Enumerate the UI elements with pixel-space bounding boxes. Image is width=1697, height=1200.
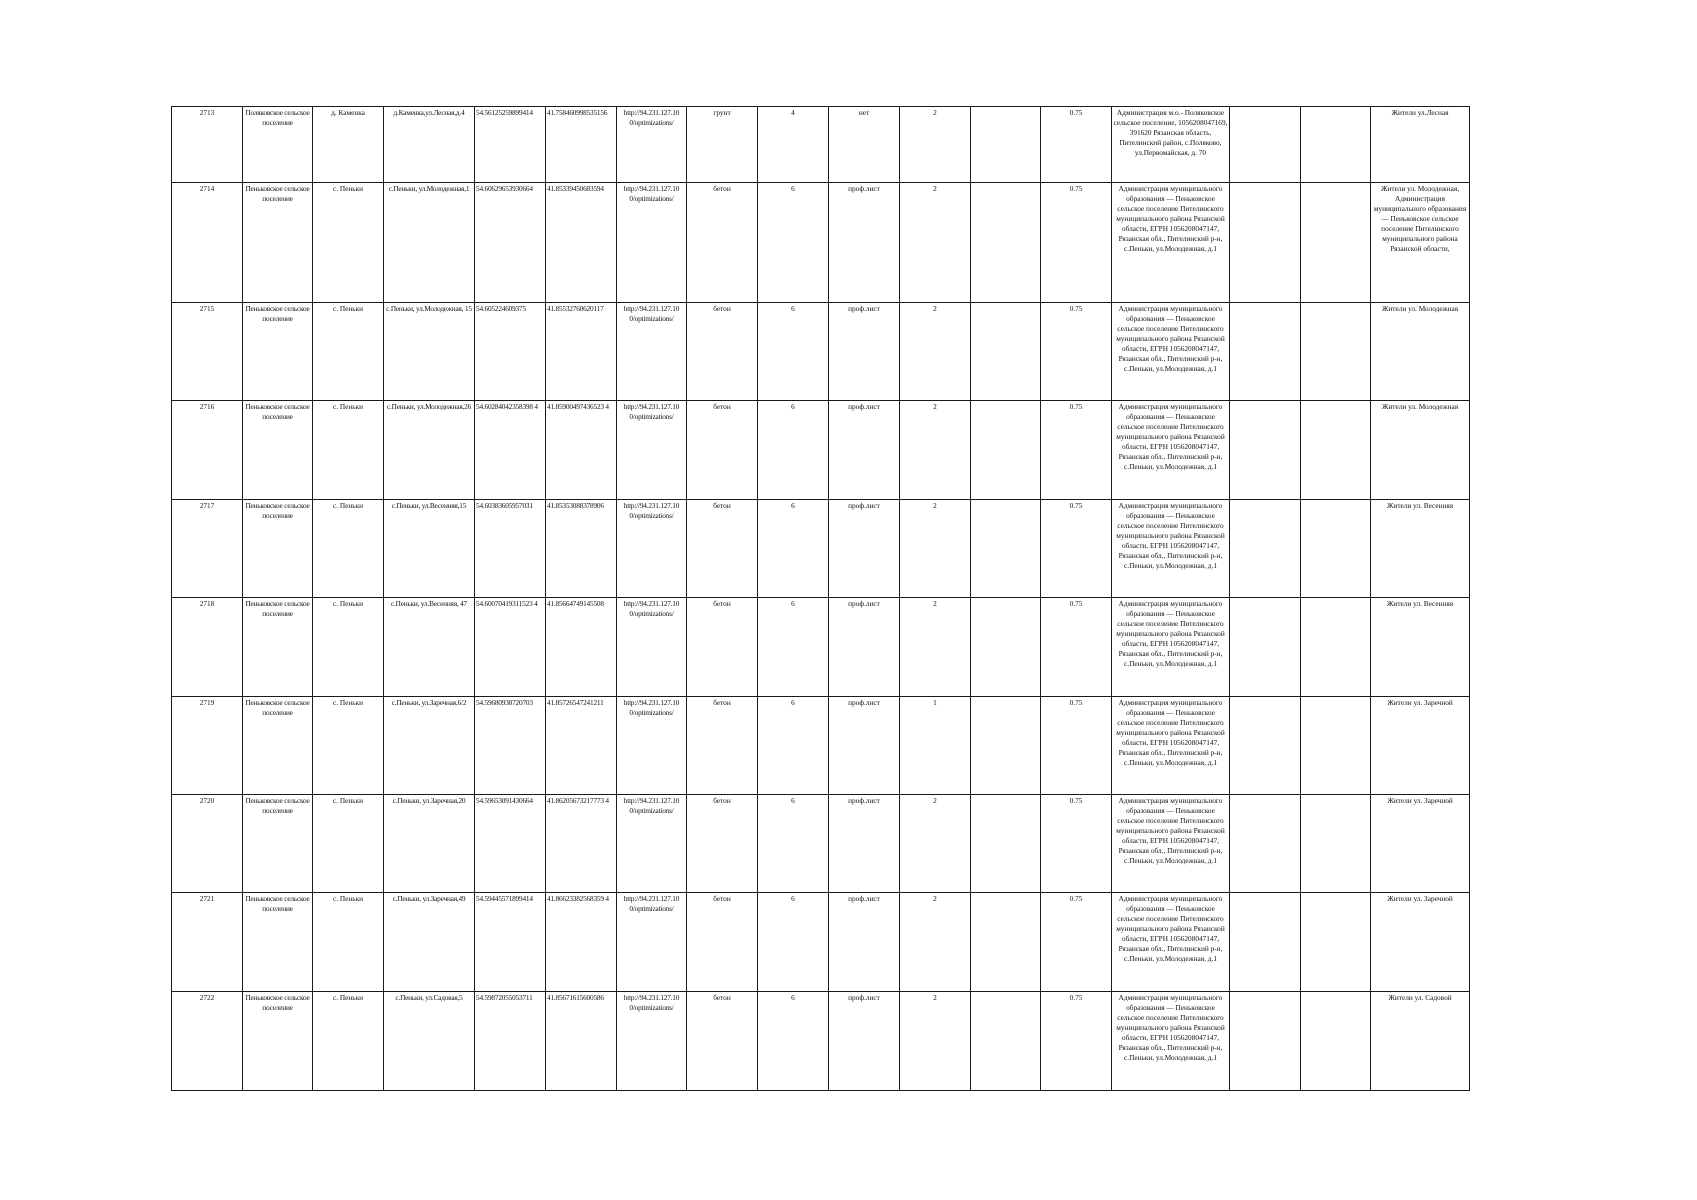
- table-row: [172, 992, 1470, 1091]
- container-count-cell: 2: [900, 795, 971, 893]
- surface-cell: бетон: [687, 992, 758, 1091]
- settlement-cell: Пеньковское сельское поселение: [243, 893, 313, 992]
- area-cell: 6: [758, 401, 829, 500]
- latitude-cell: 54.60284042358398 4: [475, 401, 546, 500]
- fence-cell: нет: [829, 107, 900, 183]
- latitude-cell: 54.60629653930664: [475, 183, 546, 303]
- fence-cell: проф.лист: [829, 893, 900, 992]
- surface-cell: бетон: [687, 401, 758, 500]
- fence-cell: проф.лист: [829, 500, 900, 598]
- empty-cell: [1301, 500, 1371, 598]
- volume-cell: 0.75: [1041, 893, 1112, 992]
- container-count-cell: 2: [900, 500, 971, 598]
- users-cell: Жители ул. Молодежная, Администрация муниципального образования — Пеньковское сельское поселение Пителинского муниципального района Рязанской области,: [1371, 183, 1470, 303]
- empty-cell: [1301, 401, 1371, 500]
- url-cell: http://94.231.127.10 0/optimizations/: [617, 183, 687, 303]
- volume-cell: 0.75: [1041, 500, 1112, 598]
- owner-cell: Администрация м.о.- Поляковское сельское поселение, 1056208047169, 391620 Рязанская область, Пителинский район, с.Поляково, ул.Первомайская, д. 70: [1112, 107, 1230, 183]
- locality-cell: с. Пеньки: [313, 183, 384, 303]
- number-cell: 2716: [172, 401, 243, 500]
- volume-cell: 0.75: [1041, 401, 1112, 500]
- container-count-cell: 1: [900, 697, 971, 795]
- volume-cell: 0.75: [1041, 795, 1112, 893]
- longitude-cell: 41.85339450683594: [546, 183, 617, 303]
- surface-cell: бетон: [687, 893, 758, 992]
- surface-cell: бетон: [687, 500, 758, 598]
- empty-cell: [971, 401, 1041, 500]
- settlement-cell: Пеньковское сельское поселение: [243, 697, 313, 795]
- settlement-cell: Пеньковское сельское поселение: [243, 598, 313, 697]
- longitude-cell: 41.758460998535156: [546, 107, 617, 183]
- locality-cell: с. Пеньки: [313, 500, 384, 598]
- empty-cell: [1230, 598, 1301, 697]
- table-row: [172, 303, 1470, 401]
- owner-cell: Администрация муниципального образования — Пеньковское сельское поселение Пителинского муниципального района Рязанской области, ЕГРН 1056208047147, Рязанская обл., Пителинский р-н, с.Пеньки, ул.Молодежная, д.1: [1112, 795, 1230, 893]
- number-cell: 2717: [172, 500, 243, 598]
- empty-cell: [1301, 107, 1371, 183]
- container-count-cell: 2: [900, 303, 971, 401]
- address-cell: с.Пеньки, ул.Весенняя, 47: [384, 598, 475, 697]
- volume-cell: 0.75: [1041, 303, 1112, 401]
- table-row: [172, 500, 1470, 598]
- empty-cell: [1230, 401, 1301, 500]
- latitude-cell: 54.59680938720703: [475, 697, 546, 795]
- sites-table: [171, 106, 1470, 1091]
- fence-cell: проф.лист: [829, 303, 900, 401]
- empty-cell: [1230, 303, 1301, 401]
- number-cell: 2719: [172, 697, 243, 795]
- surface-cell: грунт: [687, 107, 758, 183]
- users-cell: Жители ул. Молодежная: [1371, 303, 1470, 401]
- latitude-cell: 54.60383605957031: [475, 500, 546, 598]
- users-cell: Жители ул. Заречной: [1371, 795, 1470, 893]
- owner-cell: Администрация муниципального образования — Пеньковское сельское поселение Пителинского муниципального района Рязанской области, ЕГРН 1056208047147, Рязанская обл., Пителинский р-н, с.Пеньки, ул.Молодежная, д.1: [1112, 401, 1230, 500]
- container-count-cell: 2: [900, 401, 971, 500]
- table-row: [172, 183, 1470, 303]
- empty-cell: [1230, 893, 1301, 992]
- empty-cell: [1230, 992, 1301, 1091]
- area-cell: 6: [758, 183, 829, 303]
- url-cell: http://94.231.127.10 0/optimizations/: [617, 598, 687, 697]
- longitude-cell: 41.85726547241211: [546, 697, 617, 795]
- surface-cell: бетон: [687, 795, 758, 893]
- address-cell: с.Пеньки, ул.Садовая,5: [384, 992, 475, 1091]
- surface-cell: бетон: [687, 303, 758, 401]
- empty-cell: [971, 893, 1041, 992]
- settlement-cell: Пеньковское сельское поселение: [243, 500, 313, 598]
- fence-cell: проф.лист: [829, 598, 900, 697]
- area-cell: 6: [758, 992, 829, 1091]
- surface-cell: бетон: [687, 697, 758, 795]
- users-cell: Жители ул. Заречной: [1371, 893, 1470, 992]
- longitude-cell: 41.85671615600586: [546, 992, 617, 1091]
- address-cell: с.Пеньки, ул.Заречная,20: [384, 795, 475, 893]
- url-cell: http://94.231.127.10 0/optimizations/: [617, 401, 687, 500]
- latitude-cell: 54.60070419311523 4: [475, 598, 546, 697]
- volume-cell: 0.75: [1041, 107, 1112, 183]
- locality-cell: с. Пеньки: [313, 303, 384, 401]
- empty-cell: [1301, 893, 1371, 992]
- table-row: [172, 697, 1470, 795]
- empty-cell: [1301, 697, 1371, 795]
- settlement-cell: Пеньковское сельское поселение: [243, 183, 313, 303]
- volume-cell: 0.75: [1041, 598, 1112, 697]
- empty-cell: [971, 795, 1041, 893]
- settlement-cell: Пеньковское сельское поселение: [243, 303, 313, 401]
- longitude-cell: 41.85532760620117: [546, 303, 617, 401]
- container-count-cell: 2: [900, 598, 971, 697]
- container-count-cell: 2: [900, 893, 971, 992]
- latitude-cell: 54.59653091430664: [475, 795, 546, 893]
- url-cell: http://94.231.127.10 0/optimizations/: [617, 303, 687, 401]
- latitude-cell: 54.605224609375: [475, 303, 546, 401]
- area-cell: 6: [758, 303, 829, 401]
- volume-cell: 0.75: [1041, 183, 1112, 303]
- fence-cell: проф.лист: [829, 401, 900, 500]
- table-row: [172, 598, 1470, 697]
- url-cell: http://94.231.127.10 0/optimizations/: [617, 500, 687, 598]
- number-cell: 2721: [172, 893, 243, 992]
- users-cell: Жители ул. Весенняя: [1371, 598, 1470, 697]
- url-cell: http://94.231.127.10 0/optimizations/: [617, 992, 687, 1091]
- longitude-cell: 41.86205673217773 4: [546, 795, 617, 893]
- address-cell: с.Пеньки, ул.Молодежная, 15: [384, 303, 475, 401]
- users-cell: Жители ул. Молодежная: [1371, 401, 1470, 500]
- settlement-cell: Пеньковское сельское поселение: [243, 992, 313, 1091]
- settlement-cell: Пеньковское сельское поселение: [243, 795, 313, 893]
- owner-cell: Администрация муниципального образования — Пеньковское сельское поселение Пителинского муниципального района Рязанской области, ЕГРН 1056208047147, Рязанская обл., Пителинский р-н, с.Пеньки, ул.Молодежная, д.1: [1112, 893, 1230, 992]
- area-cell: 6: [758, 500, 829, 598]
- number-cell: 2713: [172, 107, 243, 183]
- empty-cell: [971, 598, 1041, 697]
- address-cell: с.Пеньки, ул.Молодежная,26: [384, 401, 475, 500]
- locality-cell: с. Пеньки: [313, 697, 384, 795]
- area-cell: 4: [758, 107, 829, 183]
- container-count-cell: 2: [900, 107, 971, 183]
- empty-cell: [971, 500, 1041, 598]
- fence-cell: проф.лист: [829, 697, 900, 795]
- number-cell: 2722: [172, 992, 243, 1091]
- fence-cell: проф.лист: [829, 795, 900, 893]
- longitude-cell: 41.86623382568359 4: [546, 893, 617, 992]
- address-cell: с.Пеньки, ул.Заречная,6/2: [384, 697, 475, 795]
- empty-cell: [1301, 303, 1371, 401]
- users-cell: Жители ул. Заречной: [1371, 697, 1470, 795]
- area-cell: 6: [758, 598, 829, 697]
- locality-cell: с. Пеньки: [313, 401, 384, 500]
- url-cell: http://94.231.127.10 0/optimizations/: [617, 795, 687, 893]
- empty-cell: [1230, 107, 1301, 183]
- url-cell: http://94.231.127.10 0/optimizations/: [617, 107, 687, 183]
- table-row: [172, 107, 1470, 183]
- address-cell: с.Пеньки, ул.Весенняя,15: [384, 500, 475, 598]
- fence-cell: проф.лист: [829, 183, 900, 303]
- empty-cell: [1230, 183, 1301, 303]
- settlement-cell: Пеньковское сельское поселение: [243, 401, 313, 500]
- empty-cell: [971, 303, 1041, 401]
- users-cell: Жители ул. Весенняя: [1371, 500, 1470, 598]
- fence-cell: проф.лист: [829, 992, 900, 1091]
- empty-cell: [1301, 795, 1371, 893]
- surface-cell: бетон: [687, 598, 758, 697]
- users-cell: Жители ул. Садовой: [1371, 992, 1470, 1091]
- empty-cell: [1301, 992, 1371, 1091]
- empty-cell: [1230, 500, 1301, 598]
- locality-cell: с. Пеньки: [313, 795, 384, 893]
- container-count-cell: 2: [900, 992, 971, 1091]
- settlement-cell: Поляковское сельское поселение: [243, 107, 313, 183]
- number-cell: 2720: [172, 795, 243, 893]
- owner-cell: Администрация муниципального образования — Пеньковское сельское поселение Пителинского муниципального района Рязанской области, ЕГРН 1056208047147, Рязанская обл., Пителинский р-н, с.Пеньки, ул.Молодежная, д.1: [1112, 598, 1230, 697]
- address-cell: д.Каменка,ул.Лесная,д.4: [384, 107, 475, 183]
- locality-cell: с. Пеньки: [313, 893, 384, 992]
- document-page: [171, 106, 1467, 1091]
- area-cell: 6: [758, 697, 829, 795]
- empty-cell: [971, 107, 1041, 183]
- owner-cell: Администрация муниципального образования — Пеньковское сельское поселение Пителинского муниципального района Рязанской области, ЕГРН 1056208047147, Рязанская обл., Пителинский р-н, с.Пеньки, ул.Молодежная, д.1: [1112, 500, 1230, 598]
- url-cell: http://94.231.127.10 0/optimizations/: [617, 697, 687, 795]
- table-row: [172, 401, 1470, 500]
- number-cell: 2715: [172, 303, 243, 401]
- empty-cell: [1301, 183, 1371, 303]
- latitude-cell: 54.59872055053711: [475, 992, 546, 1091]
- table-row: [172, 893, 1470, 992]
- owner-cell: Администрация муниципального образования — Пеньковское сельское поселение Пителинского муниципального района Рязанской области, ЕГРН 1056208047147, Рязанская обл., Пителинский р-н, с.Пеньки, ул.Молодежная, д.1: [1112, 183, 1230, 303]
- locality-cell: с. Пеньки: [313, 598, 384, 697]
- latitude-cell: 54.59445571899414: [475, 893, 546, 992]
- url-cell: http://94.231.127.10 0/optimizations/: [617, 893, 687, 992]
- number-cell: 2714: [172, 183, 243, 303]
- locality-cell: с. Пеньки: [313, 992, 384, 1091]
- volume-cell: 0.75: [1041, 992, 1112, 1091]
- empty-cell: [1230, 795, 1301, 893]
- container-count-cell: 2: [900, 183, 971, 303]
- locality-cell: д. Каменка: [313, 107, 384, 183]
- longitude-cell: 41.85353088378906: [546, 500, 617, 598]
- volume-cell: 0.75: [1041, 697, 1112, 795]
- number-cell: 2718: [172, 598, 243, 697]
- empty-cell: [1301, 598, 1371, 697]
- empty-cell: [1230, 697, 1301, 795]
- address-cell: с.Пеньки, ул.Молодежная,1: [384, 183, 475, 303]
- users-cell: Жители ул.Лесная: [1371, 107, 1470, 183]
- area-cell: 6: [758, 893, 829, 992]
- empty-cell: [971, 183, 1041, 303]
- owner-cell: Администрация муниципального образования — Пеньковское сельское поселение Пителинского муниципального района Рязанской области, ЕГРН 1056208047147, Рязанская обл., Пителинский р-н, с.Пеньки, ул.Молодежная, д.1: [1112, 992, 1230, 1091]
- owner-cell: Администрация муниципального образования — Пеньковское сельское поселение Пителинского муниципального района Рязанской области, ЕГРН 1056208047147, Рязанская обл., Пителинский р-н, с.Пеньки, ул.Молодежная, д.1: [1112, 697, 1230, 795]
- table-row: [172, 795, 1470, 893]
- area-cell: 6: [758, 795, 829, 893]
- owner-cell: Администрация муниципального образования — Пеньковское сельское поселение Пителинского муниципального района Рязанской области, ЕГРН 1056208047147, Рязанская обл., Пителинский р-н, с.Пеньки, ул.Молодежная, д.1: [1112, 303, 1230, 401]
- address-cell: с.Пеньки, ул.Заречная,49: [384, 893, 475, 992]
- empty-cell: [971, 992, 1041, 1091]
- empty-cell: [971, 697, 1041, 795]
- latitude-cell: 54.56125259899414: [475, 107, 546, 183]
- longitude-cell: 41.85664749145508: [546, 598, 617, 697]
- surface-cell: бетон: [687, 183, 758, 303]
- longitude-cell: 41.85900497436523 4: [546, 401, 617, 500]
